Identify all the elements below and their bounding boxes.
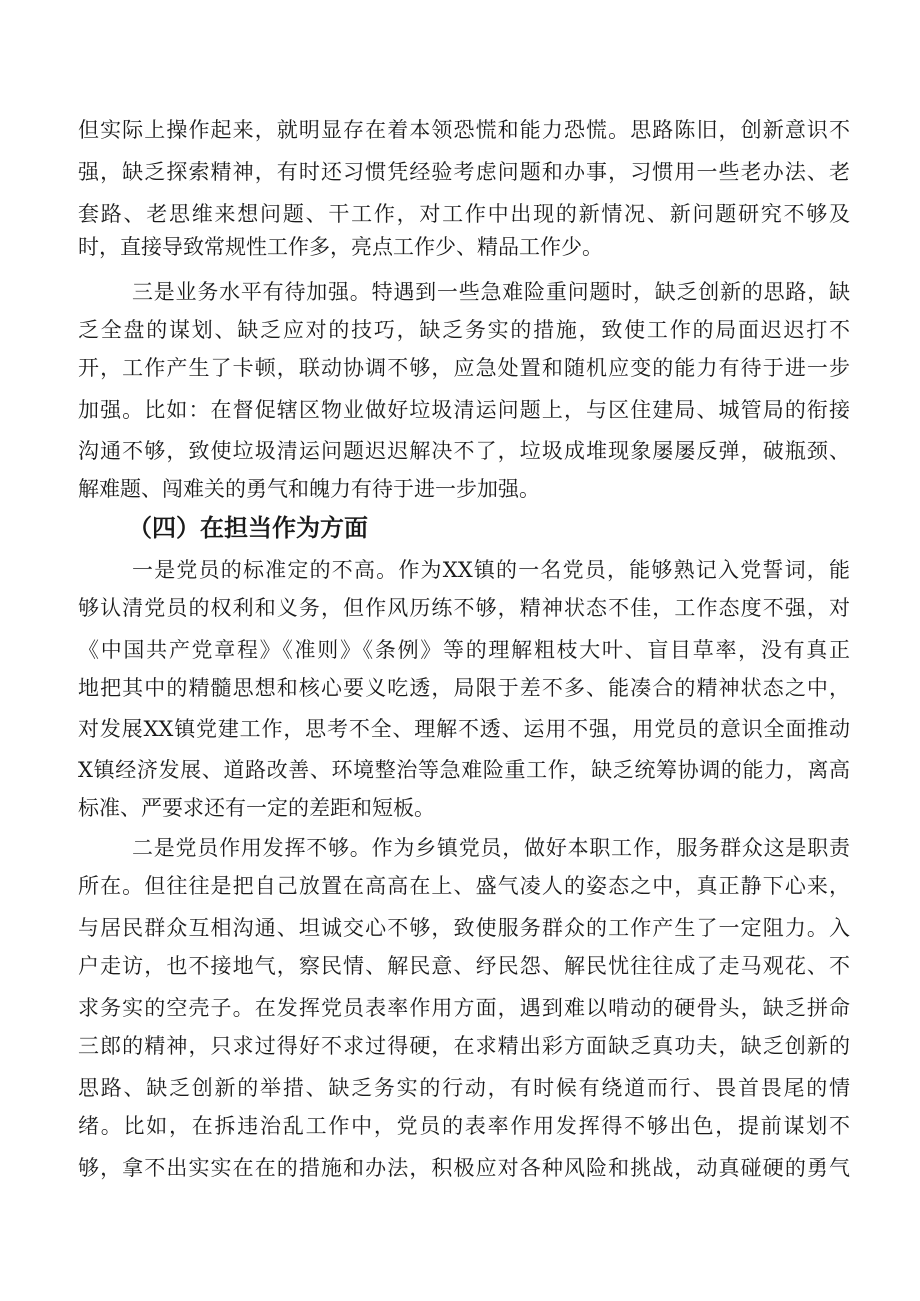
text-line: 强，缺乏探索精神，有时还习惯凭经验考虑问题和办事，习惯用一些老办法、老 (78, 160, 850, 184)
text-line: 够认清党员的权利和义务，但作风历练不够，精神状态不佳，工作态度不强，对 (78, 596, 850, 620)
text-line: 与居民群众互相沟通、坦诚交心不够，致使服务群众的工作产生了一定阻力。入 (78, 916, 850, 940)
text-line: 加强。比如：在督促辖区物业做好垃圾清运问题上，与区住建局、城管局的衔接 (78, 398, 850, 422)
text-line: 但实际上操作起来，就明显存在着本领恐慌和能力恐慌。思路陈旧，创新意识不 (78, 118, 850, 142)
text-line: 标准、严要求还有一定的差距和短板。 (78, 796, 435, 820)
section-heading: （四）在担当作为方面 (128, 514, 368, 542)
text-line: 开，工作产生了卡顿，联动协调不够，应急处置和随机应变的能力有待于进一步 (78, 356, 850, 380)
paragraph-first-line: 一是党员的标准定的不高。作为XX镇的一名党员，能够熟记入党誓词，能 (132, 558, 850, 582)
text-line: 够，拿不出实实在在的措施和办法，积极应对各种风险和挑战，动真碰硬的勇气 (78, 1156, 850, 1180)
text-line: 所在。但往往是把自己放置在高高在上、盛气凌人的姿态之中，真正静下心来， (78, 874, 850, 898)
text-line: 《中国共产党章程》《准则》《条例》等的理解粗枝大叶、盲目草率，没有真正 (78, 638, 850, 662)
text-line: 乏全盘的谋划、缺乏应对的技巧，缺乏务实的措施，致使工作的局面迟迟打不 (78, 318, 850, 342)
text-line: 对发展XX镇党建工作，思考不全、理解不透、运用不强，用党员的意识全面推动 (78, 717, 850, 741)
text-line: 时，直接导致常规性工作多，亮点工作少、精品工作少。 (78, 235, 603, 259)
text-line: X镇经济发展、道路改善、环境整治等急难险重工作，缺乏统筹协调的能力，离高 (78, 758, 850, 782)
text-line: 思路、缺乏创新的举措、缺乏务实的行动，有时候有绕道而行、畏首畏尾的情 (78, 1076, 850, 1100)
paragraph-first-line: 二是党员作用发挥不够。作为乡镇党员，做好本职工作，服务群众这是职责 (132, 836, 850, 860)
text-line: 绪。比如，在拆违治乱工作中，党员的表率作用发挥得不够出色，提前谋划不 (78, 1114, 850, 1138)
paragraph-first-line: 三是业务水平有待加强。特遇到一些急难险重问题时，缺乏创新的思路，缺 (132, 280, 850, 304)
text-line: 解难题、闯难关的勇气和魄力有待于进一步加强。 (78, 477, 540, 501)
text-line: 求务实的空壳子。在发挥党员表率作用方面，遇到难以啃动的硬骨头，缺乏拼命 (78, 996, 850, 1020)
text-line: 沟通不够，致使垃圾清运问题迟迟解决不了，垃圾成堆现象屡屡反弹，破瓶颈、 (78, 439, 850, 463)
text-line: 三郎的精神，只求过得好不求过得硬，在求精出彩方面缺乏真功夫，缺乏创新的 (78, 1034, 850, 1058)
text-line: 地把其中的精髓思想和核心要义吃透，局限于差不多、能凑合的精神状态之中， (78, 676, 850, 700)
text-line: 户走访，也不接地气，察民情、解民意、纾民怨、解民忧往往成了走马观花、不 (78, 954, 850, 978)
text-line: 套路、老思维来想问题、干工作，对工作中出现的新情况、新问题研究不够及 (78, 202, 850, 226)
